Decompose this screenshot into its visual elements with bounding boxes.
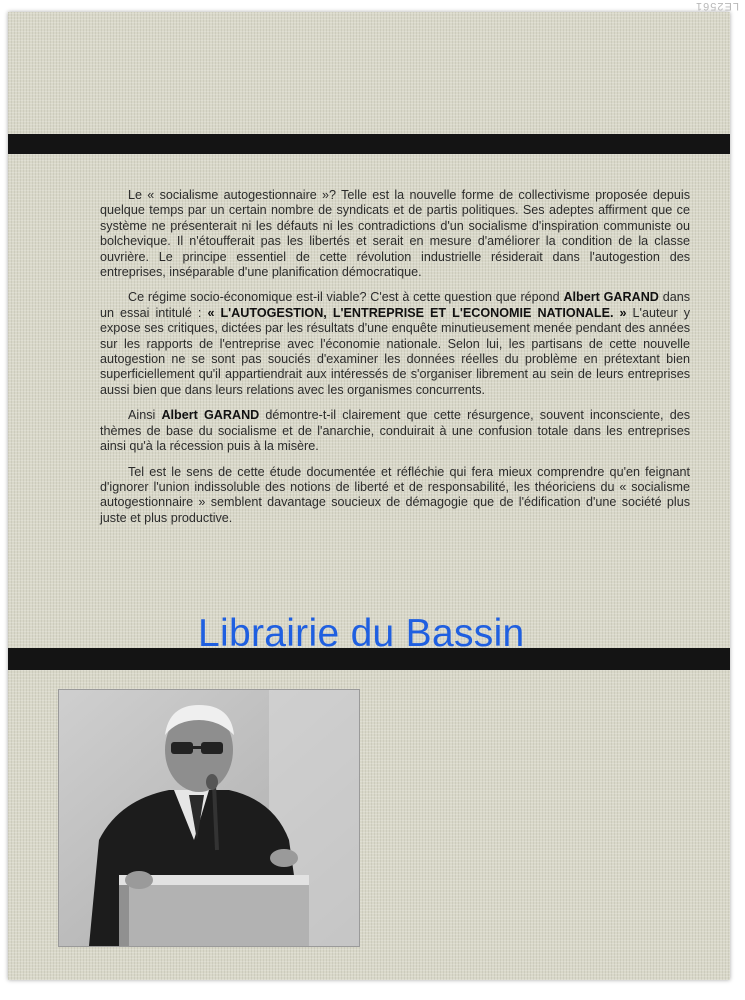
blurb-text [100, 188, 690, 536]
paragraph-3-rest: démontre-t-il clairement que cette résurgence, souvent inconsciente, des thèmes de base du socialisme et de l'anarchie, conduirait à une confusion totale dans les entreprises ainsi qu'à la récession puis à la misère. [100, 408, 691, 454]
paragraph-3-intro: Ainsi [128, 408, 162, 423]
paragraph-4: Tel est le sens de cette étude documentée et réfléchie qui fera mieux comprendre qu'en feignant d'ignorer l'union indissoluble des notions de liberté et de responsabilité, les théoriciens du « socialisme autogestionnaire » semblent davantage soucieux de démagogie que de l'édification d'une société plus juste et plus productive. [100, 464, 690, 525]
top-black-band [8, 134, 730, 154]
paragraph-2-intro: Ce régime socio-économique est-il viable? C'est à cette question que répond [128, 290, 564, 305]
paragraph-1: Le « socialisme autogestionnaire »? Telle est la nouvelle forme de collectivisme proposée depuis quelque temps par un certain nombre de syndicats et de partis politiques. Ses adeptes affirment que ce système ne présenterait ni les défauts ni les contradictions d'un socialisme d'inspiration communiste ou bolchevique. Il n'étoufferait pas les libertés et serait en mesure d'améliorer la condition de la classe ouvrière. Le principe essentiel de cette révolution industrielle résiderait dans l'autogestion des entreprises, inséparable d'une planification démocratique. [100, 188, 690, 280]
book-title: « L'AUTOGESTION, L'ENTREPRISE ET L'ECONOMIE NATIONALE. » [207, 305, 627, 320]
book-back-cover [8, 12, 730, 980]
paragraph-2 [100, 290, 690, 398]
paragraph-2-rest: L'auteur y expose ses critiques, dictées par les résultats d'une enquête minutieusement menée pendant des années sur les rapports de l'entreprise avec l'économie nationale. Selon lui, les partisans de cette nouvelle autogestion ne se sont pas souciés d'examiner les données réelles du problème en prétextant bien superficiellement qu'il appartiendrait aux intéressés de s'organiser librement au sein de leurs entreprises aussi bien que dans leurs relations avec les organismes concurrents. [100, 305, 690, 397]
bookshop-watermark: Librairie du Bassin [198, 612, 525, 655]
author-photo [58, 689, 360, 947]
author-name: Albert GARAND [161, 408, 260, 423]
author-name: Albert GARAND [563, 290, 659, 305]
corner-inventory-mark: LE2561 [695, 0, 739, 12]
paragraph-3 [100, 408, 690, 454]
paragraph-2-mid: dans un essai intitulé : [100, 290, 691, 320]
